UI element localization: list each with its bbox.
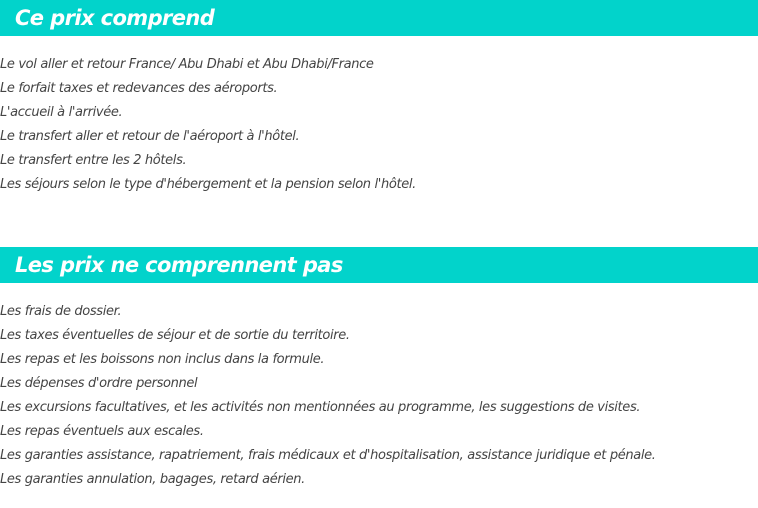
excluded-section-header [0, 247, 758, 283]
list-item: Les excursions facultatives, et les activités non mentionnées au programme, les suggestions de visites. [0, 400, 641, 415]
excluded-section-title: Les prix ne comprennent pas [15, 253, 343, 277]
list-item: Les dépenses d'ordre personnel [0, 376, 198, 391]
list-item: Les frais de dossier. [0, 304, 122, 319]
list-item: Le forfait taxes et redevances des aéroports. [0, 81, 278, 96]
list-item: Le transfert aller et retour de l'aéroport à l'hôtel. [0, 129, 300, 144]
included-list [0, 53, 416, 197]
list-item: Le vol aller et retour France/ Abu Dhabi et Abu Dhabi/France [0, 57, 374, 72]
included-section-header [0, 0, 758, 36]
list-item: Les garanties annulation, bagages, retard aérien. [0, 472, 305, 487]
list-item: Les garanties assistance, rapatriement, frais médicaux et d'hospitalisation, assistance juridique et pénale. [0, 448, 656, 463]
list-item: L'accueil à l'arrivée. [0, 105, 123, 120]
list-item: Les séjours selon le type d'hébergement et la pension selon l'hôtel. [0, 177, 416, 192]
list-item: Les repas éventuels aux escales. [0, 424, 204, 439]
list-item: Les repas et les boissons non inclus dans la formule. [0, 352, 325, 367]
excluded-list [0, 300, 656, 492]
list-item: Le transfert entre les 2 hôtels. [0, 153, 187, 168]
list-item: Les taxes éventuelles de séjour et de sortie du territoire. [0, 328, 350, 343]
included-section-title: Ce prix comprend [15, 6, 215, 30]
